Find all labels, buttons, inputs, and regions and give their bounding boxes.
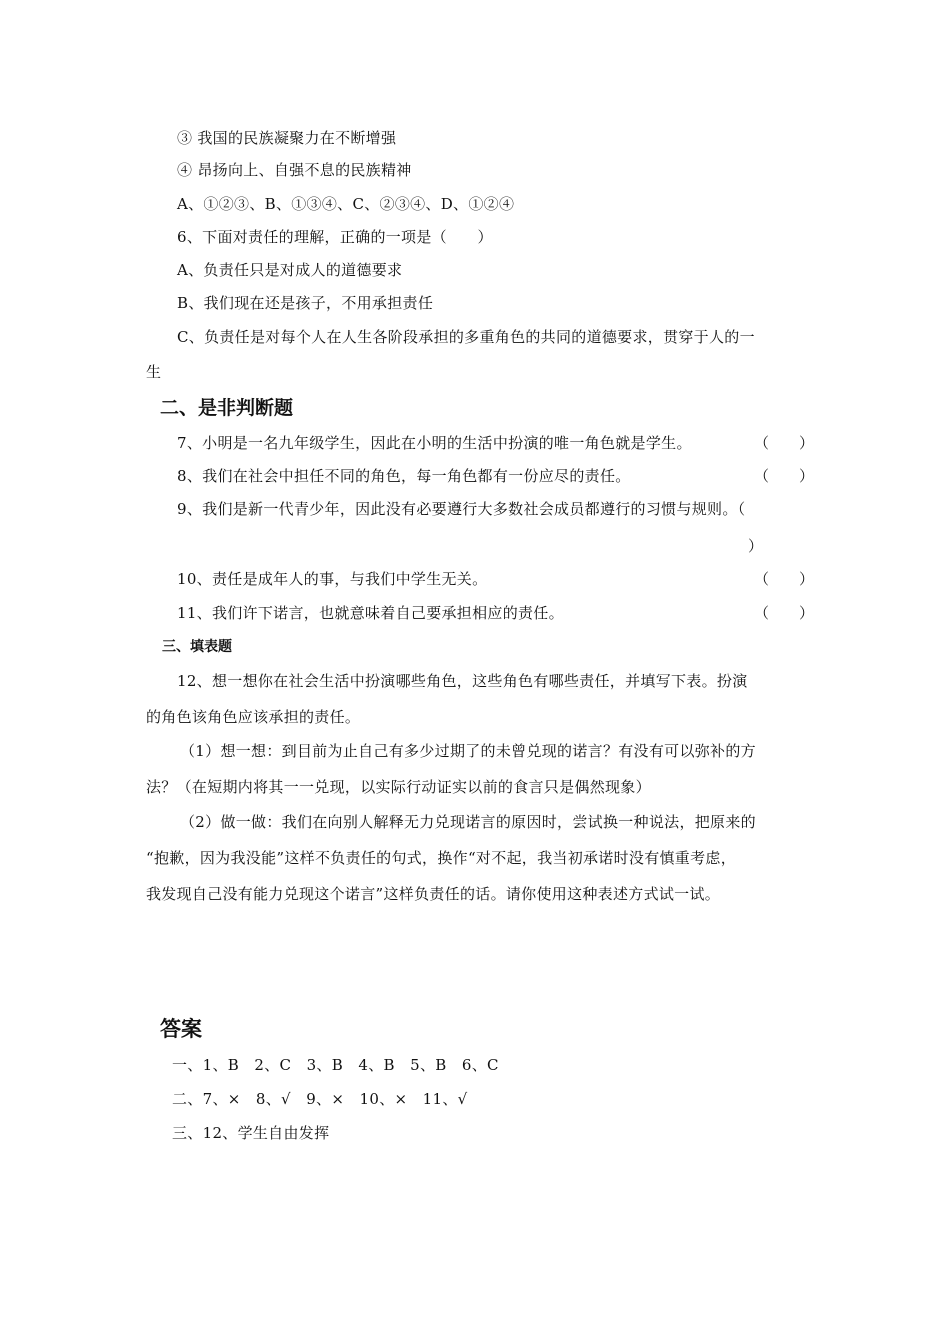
part-2-cont-1: “抱歉，因为我没能”这样不负责任的句式，换作“对不起，我当初承诺时没有慎重考虑，	[146, 849, 737, 867]
question-9: 9、我们是新一代青少年，因此没有必要遵行大多数社会成员都遵行的习惯与规则。（	[177, 500, 746, 518]
part-1: （1）想一想：到目前为止自己有多少过期了的未曾兑现的诺言？有没有可以弥补的方	[180, 742, 756, 760]
question-6-option-a: A、负责任只是对成人的道德要求	[177, 261, 403, 279]
section-2-title: 二、是非判断题	[160, 397, 294, 419]
answer-blank-9-close: ）	[748, 537, 764, 555]
question-6-option-c: C、负责任是对每个人在人生各阶段承担的多重角色的共同的道德要求，贯穿于人的一	[177, 328, 755, 346]
question-6-option-c-cont: 生	[146, 363, 162, 381]
answer-blank-7: （ ）	[754, 434, 815, 452]
answer-blank-11: （ ）	[754, 604, 815, 622]
question-11: 11、我们许下诺言，也就意味着自己要承担相应的责任。	[177, 604, 564, 622]
question-6-option-b: B、我们现在还是孩子，不用承担责任	[177, 294, 434, 312]
question-10: 10、责任是成年人的事，与我们中学生无关。	[177, 570, 488, 588]
answers-section-1: 一、1、B 2、C 3、B 4、B 5、B 6、C	[172, 1056, 499, 1074]
answer-blank-8: （ ）	[754, 467, 815, 485]
question-7: 7、小明是一名九年级学生，因此在小明的生活中扮演的唯一角色就是学生。	[177, 434, 692, 452]
question-12-cont: 的角色该角色应该承担的责任。	[146, 708, 361, 726]
part-2: （2）做一做：我们在向别人解释无力兑现诺言的原因时，尝试换一种说法，把原来的	[180, 813, 756, 831]
question-8: 8、我们在社会中担任不同的角色，每一角色都有一份应尽的责任。	[177, 467, 631, 485]
option-4: ④ 昂扬向上、自强不息的民族精神	[177, 161, 412, 179]
question-12: 12、想一想你在社会生活中扮演哪些角色，这些角色有哪些责任，并填写下表。扮演	[177, 672, 748, 690]
option-3: ③ 我国的民族凝聚力在不断增强	[177, 129, 397, 147]
answers-title: 答案	[160, 1017, 202, 1041]
answer-blank-10: （ ）	[754, 570, 815, 588]
part-2-cont-2: 我发现自己没有能力兑现这个诺言”这样负责任的话。请你使用这种表述方式试一试。	[146, 885, 721, 903]
question-5-choices: A、①②③、B、①③④、C、②③④、D、①②④	[177, 195, 515, 213]
section-3-title: 三、填表题	[162, 639, 232, 655]
answers-section-2: 二、7、× 8、√ 9、× 10、× 11、√	[172, 1090, 468, 1108]
part-1-cont: 法？（在短期内将其一一兑现，以实际行动证实以前的食言只是偶然现象）	[146, 778, 651, 796]
question-6: 6、下面对责任的理解，正确的一项是（ ）	[177, 228, 493, 246]
answers-section-3: 三、12、学生自由发挥	[172, 1124, 330, 1142]
